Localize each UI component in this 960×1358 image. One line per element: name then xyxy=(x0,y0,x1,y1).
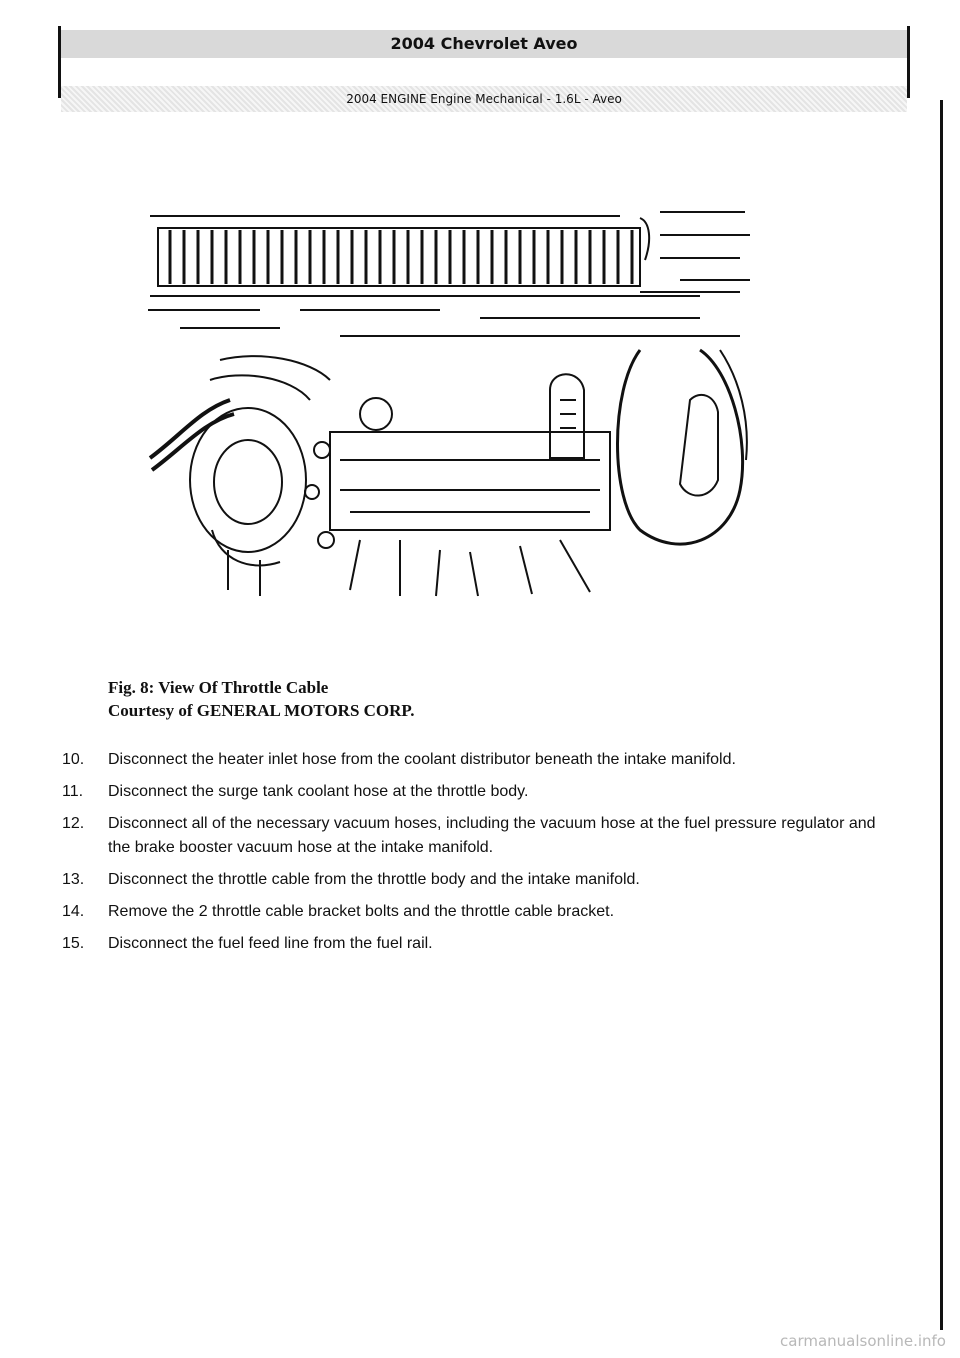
list-item xyxy=(62,900,882,924)
bolt xyxy=(318,532,334,548)
step-number: 14. xyxy=(62,903,85,920)
list-item xyxy=(62,932,882,956)
step-text: Disconnect the fuel feed line from the fuel rail. xyxy=(108,935,433,952)
watermark: carmanualsonline.info xyxy=(780,1332,946,1350)
manifold-ribs xyxy=(170,230,632,284)
step-number: 15. xyxy=(62,935,85,952)
list-item xyxy=(62,812,882,860)
fuel-pressure-regulator xyxy=(550,374,584,458)
list-item xyxy=(62,868,882,892)
step-text: Disconnect the throttle cable from the throttle body and the intake manifold. xyxy=(108,871,640,888)
cap xyxy=(360,398,392,430)
right-margin-rule xyxy=(940,100,943,1330)
caption-credit: Courtesy of GENERAL MOTORS CORP. xyxy=(108,701,415,720)
header-title: 2004 Chevrolet Aveo xyxy=(61,30,907,58)
page-header xyxy=(58,26,910,106)
throttle-body xyxy=(190,408,306,552)
engine-illustration xyxy=(140,200,760,600)
list-item xyxy=(62,748,882,772)
manifold-top xyxy=(158,228,640,286)
step-text: Disconnect the heater inlet hose from the coolant distributor beneath the intake manifold. xyxy=(108,751,736,768)
brake-booster-fitting xyxy=(680,395,718,496)
step-number: 10. xyxy=(62,751,85,768)
step-text: Remove the 2 throttle cable bracket bolts and the throttle cable bracket. xyxy=(108,903,615,920)
header-subtitle: 2004 ENGINE Engine Mechanical - 1.6L - Aveo xyxy=(61,86,907,112)
step-number: 11. xyxy=(62,783,84,800)
list-item xyxy=(62,780,882,804)
figure-caption xyxy=(108,676,415,722)
step-text: Disconnect all of the necessary vacuum hoses, including the vacuum hose at the fuel pressure regulator and the brake booster vacuum hose at the intake manifold. xyxy=(108,815,876,856)
procedure-steps xyxy=(62,748,882,964)
bolt xyxy=(314,442,330,458)
step-number: 13. xyxy=(62,871,85,888)
bolt xyxy=(305,485,319,499)
caption-title: Fig. 8: View Of Throttle Cable xyxy=(108,678,329,697)
step-text: Disconnect the surge tank coolant hose at the throttle body. xyxy=(108,783,529,800)
step-number: 12. xyxy=(62,815,85,832)
